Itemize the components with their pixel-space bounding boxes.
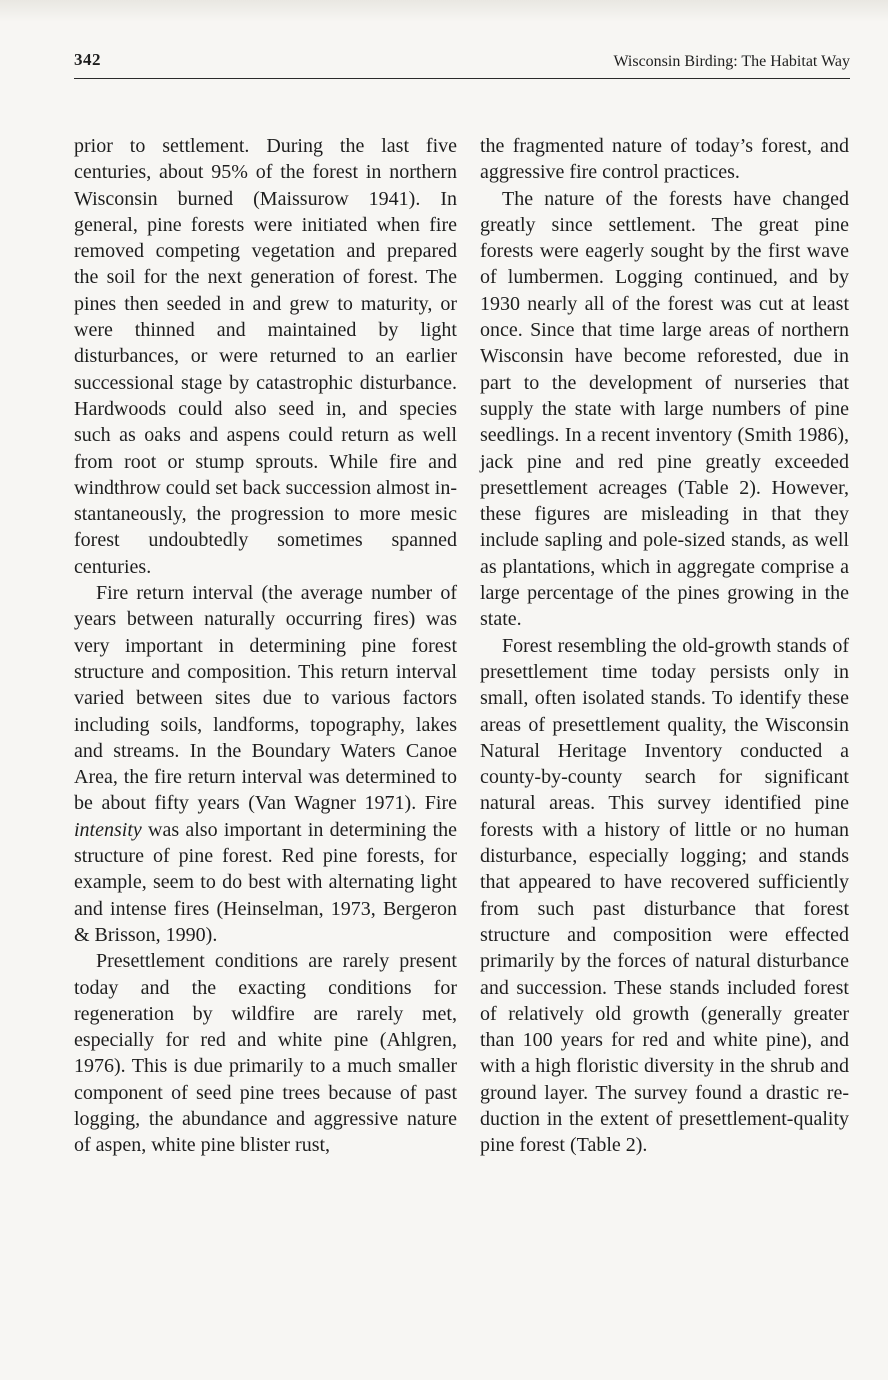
right-column	[480, 133, 849, 1159]
paragraph-old-growth: Forest resembling the old-growth stands of presettlement time today persists only in small, often isolated stands. To identify these areas of presettlement quality, the Wisconsin Natural Heritage Inventory conducted a county-by-county search for significant natural areas. This survey identified pine forests with a history of little or no human disturbance, especially logging; and stands that appeared to have recovered sufficiently from such past disturbance that forest structure and composition were effected primarily by the forces of natural disturbance and succession. These stands included forest of relatively old growth (generally greater than 100 years for red and white pine), and with a high floristic diversity in the shrub and ground layer. The survey found a drastic reduction in the extent of presettlement-quality pine forest (Table 2).	[480, 634, 849, 1157]
left-column	[74, 133, 457, 1159]
page-number: 342	[74, 50, 101, 69]
scan-edge	[0, 0, 888, 22]
paragraph-continuation: the fragmented nature of today’s forest, and aggressive fire control practices.	[480, 135, 849, 184]
paragraph-fire-return-interval	[74, 580, 457, 948]
paragraph-text: Fire return interval (the average number of years between naturally occurring fires) was very important in determining pine forest structure and composition. This return interval varied between sites due to various factors including soils, landforms, topography, lakes and streams. In the Boundary Waters Canoe Area, the fire return interval was determined to be about fifty years (Van Wagner 1971). Fire	[74, 582, 457, 815]
paragraph-fire-history: prior to settlement. During the last five centuries, about 95% of the forest in northern Wisconsin burned (Maissurow 1941). In general, pine forests were initiated when fire removed competing vegetation and prepared the soil for the next generation of forest. The pines then seeded in and grew to maturity, or were thinned and maintained by light disturbances, or were returned to an earlier successional stage by catastrophic disturbance. Hardwoods could also seed in, and species such as oaks and aspens could return as well from root or stump sprouts. While fire and windthrow could set back succession almost instantaneously, the progression to more mesic forest undoubtedly sometimes spanned centuries.	[74, 135, 457, 578]
paragraph-forest-changes: The nature of the forests have changed greatly since settlement. The great pine forests were eagerly sought by the first wave of lumbermen. Logging continued, and by 1930 nearly all of the forest was cut at least once. Since that time large areas of northern Wisconsin have become reforested, due in part to the development of nurseries that supply the state with large numbers of pine seedlings. In a recent inventory (Smith 1986), jack pine and red pine greatly exceeded presettlement acreages (Table 2). However, these figures are misleading in that they include sapling and pole-sized stands, as well as plantations, which in aggregate comprise a large percentage of the pines growing in the state.	[480, 187, 849, 631]
italic-term: intensity	[74, 818, 142, 841]
page-header	[74, 50, 850, 79]
running-title: Wisconsin Birding: The Habitat Way	[613, 53, 850, 70]
paragraph-text: was also important in determining the structure of pine forest. Red pine forests, for example, seem to do best with alternating light and intense fires (Heinselman, 1973, Bergeron & Brisson, 1990).	[74, 818, 457, 946]
paragraph-presettlement-conditions: Presettlement conditions are rarely present today and the exacting conditions for regeneration by wildfire are rarely met, especially for red and white pine (Ahlgren, 1976). This is due primarily to a much smaller component of seed pine trees because of past logging, the abundance and aggressive nature of aspen, white pine blister rust,	[74, 950, 457, 1157]
